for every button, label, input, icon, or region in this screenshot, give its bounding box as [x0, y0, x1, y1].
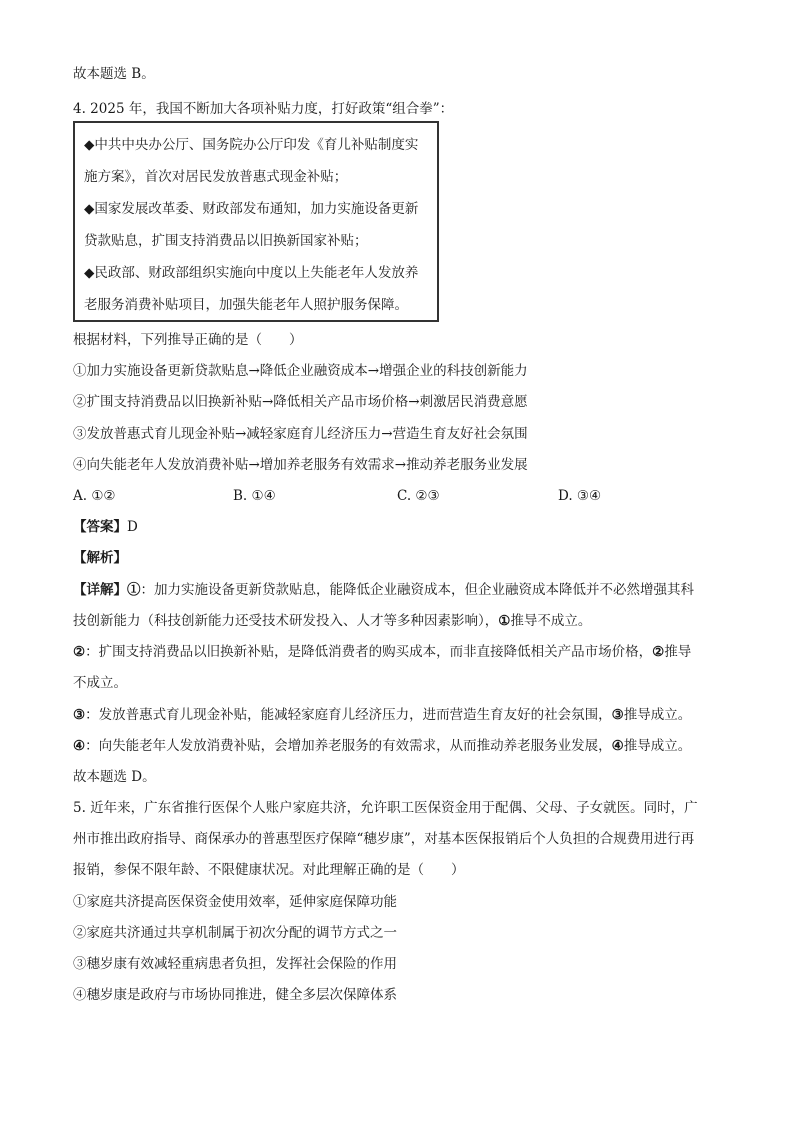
material-line: 施方案》，首次对居民发放普惠式现金补贴；: [84, 169, 348, 185]
detail-1-number-2: ①: [498, 613, 511, 629]
detail-line-6: [73, 736, 691, 756]
question-4-prompt: 根据材料，下列推导正确的是（ ）: [73, 332, 303, 348]
q5-statement-4: ④穗岁康是政府与市场协同推进，健全多层次保障体系: [73, 987, 397, 1003]
detail-2-number: ②: [73, 644, 86, 660]
detail-1-number: ①: [127, 582, 141, 598]
answer-label: 【答案】: [73, 519, 127, 535]
detail-2-verdict: 不成立。: [73, 675, 127, 691]
question-5-stem-line-2: 州市推出政府指导、商保承办的普惠型医疗保障“穗岁康”，对基本医保报销后个人负担的合规费用进行再: [73, 831, 695, 847]
detail-2-text-end: 推导: [664, 644, 692, 660]
q5-statement-3: ③穗岁康有效减轻重病患者负担，发挥社会保险的作用: [73, 956, 397, 972]
answer-line: [73, 517, 138, 537]
detail-line-2: [73, 611, 591, 631]
previous-answer: 故本题选 B。: [73, 66, 155, 82]
detail-1-text-cont: 技创新能力（科技创新能力还受技术研发投入、人才等多种因素影响），: [73, 613, 499, 629]
option-d: D. ③④: [558, 488, 602, 504]
material-line: 老服务消费补贴项目，加强失能老年人照护服务保障。: [84, 297, 408, 313]
question-4-stem: 4. 2025 年，我国不断加大各项补贴力度，打好政策“组合拳”：: [73, 101, 454, 117]
q5-statement-1: ①家庭共济提高医保资金使用效率，延伸家庭保障功能: [73, 894, 397, 910]
detail-3-text: ：发放普惠式育儿现金补贴，能减轻家庭育儿经济压力，进而营造生育友好的社会氛围，: [85, 707, 612, 723]
material-line: ◆民政部、财政部组织实施向中度以上失能老年人发放养: [84, 265, 419, 281]
option-b: B. ①④: [233, 488, 276, 504]
detail-line-3: [73, 642, 691, 662]
detail-1-text: ：加力实施设备更新贷款贴息，能降低企业融资成本，但企业融资成本降低并不必然增强其科: [140, 582, 694, 598]
detail-1-verdict: 推导不成立。: [510, 613, 592, 629]
detail-line-5: [73, 705, 691, 725]
detail-line-1: [73, 580, 694, 600]
option-a: A. ①②: [73, 488, 116, 504]
statement-4: ④向失能老年人发放消费补贴→增加养老服务有效需求→推动养老服务业发展: [73, 457, 528, 473]
question-4-conclusion: 故本题选 D。: [73, 769, 156, 785]
statement-1: ①加力实施设备更新贷款贴息→降低企业融资成本→增强企业的科技创新能力: [73, 363, 528, 379]
statement-3: ③发放普惠式育儿现金补贴→减轻家庭育儿经济压力→营造生育友好社会氛围: [73, 426, 528, 442]
detail-4-number: ④: [73, 738, 86, 754]
detail-3-number: ③: [73, 707, 86, 723]
question-5-stem-line-3: 报销，参保不限年龄、不限健康状况。对此理解正确的是（ ）: [73, 862, 465, 878]
detail-2-number-2: ②: [652, 644, 665, 660]
material-line: ◆国家发展改革委、财政部发布通知，加力实施设备更新: [84, 201, 419, 217]
option-c: C. ②③: [397, 488, 440, 504]
detail-4-text: ：向失能老年人发放消费补贴，会增加养老服务的有效需求，从而推动养老服务业发展，: [85, 738, 612, 754]
question-5-stem-line-1: 5. 近年来，广东省推行医保个人账户家庭共济，允许职工医保资金用于配偶、父母、子女就医。同时，广: [73, 800, 698, 816]
answer-value: D: [127, 519, 138, 535]
material-box: [73, 121, 439, 322]
detail-4-verdict: 推导成立。: [623, 738, 692, 754]
analysis-label: 【解析】: [73, 550, 127, 566]
detail-4-number-2: ④: [611, 738, 624, 754]
detail-label: 【详解】: [73, 582, 127, 598]
material-line: ◆中共中央办公厅、国务院办公厅印发《育儿补贴制度实: [84, 137, 419, 153]
material-line: 贷款贴息，扩围支持消费品以旧换新国家补贴；: [84, 233, 368, 249]
detail-3-number-2: ③: [611, 707, 624, 723]
detail-3-verdict: 推导成立。: [623, 707, 692, 723]
q5-statement-2: ②家庭共济通过共享机制属于初次分配的调节方式之一: [73, 925, 397, 941]
detail-2-text: ：扩围支持消费品以旧换新补贴，是降低消费者的购买成本，而非直接降低相关产品市场价格，: [85, 644, 653, 660]
statement-2: ②扩围支持消费品以旧换新补贴→降低相关产品市场价格→刺激居民消费意愿: [73, 394, 528, 410]
